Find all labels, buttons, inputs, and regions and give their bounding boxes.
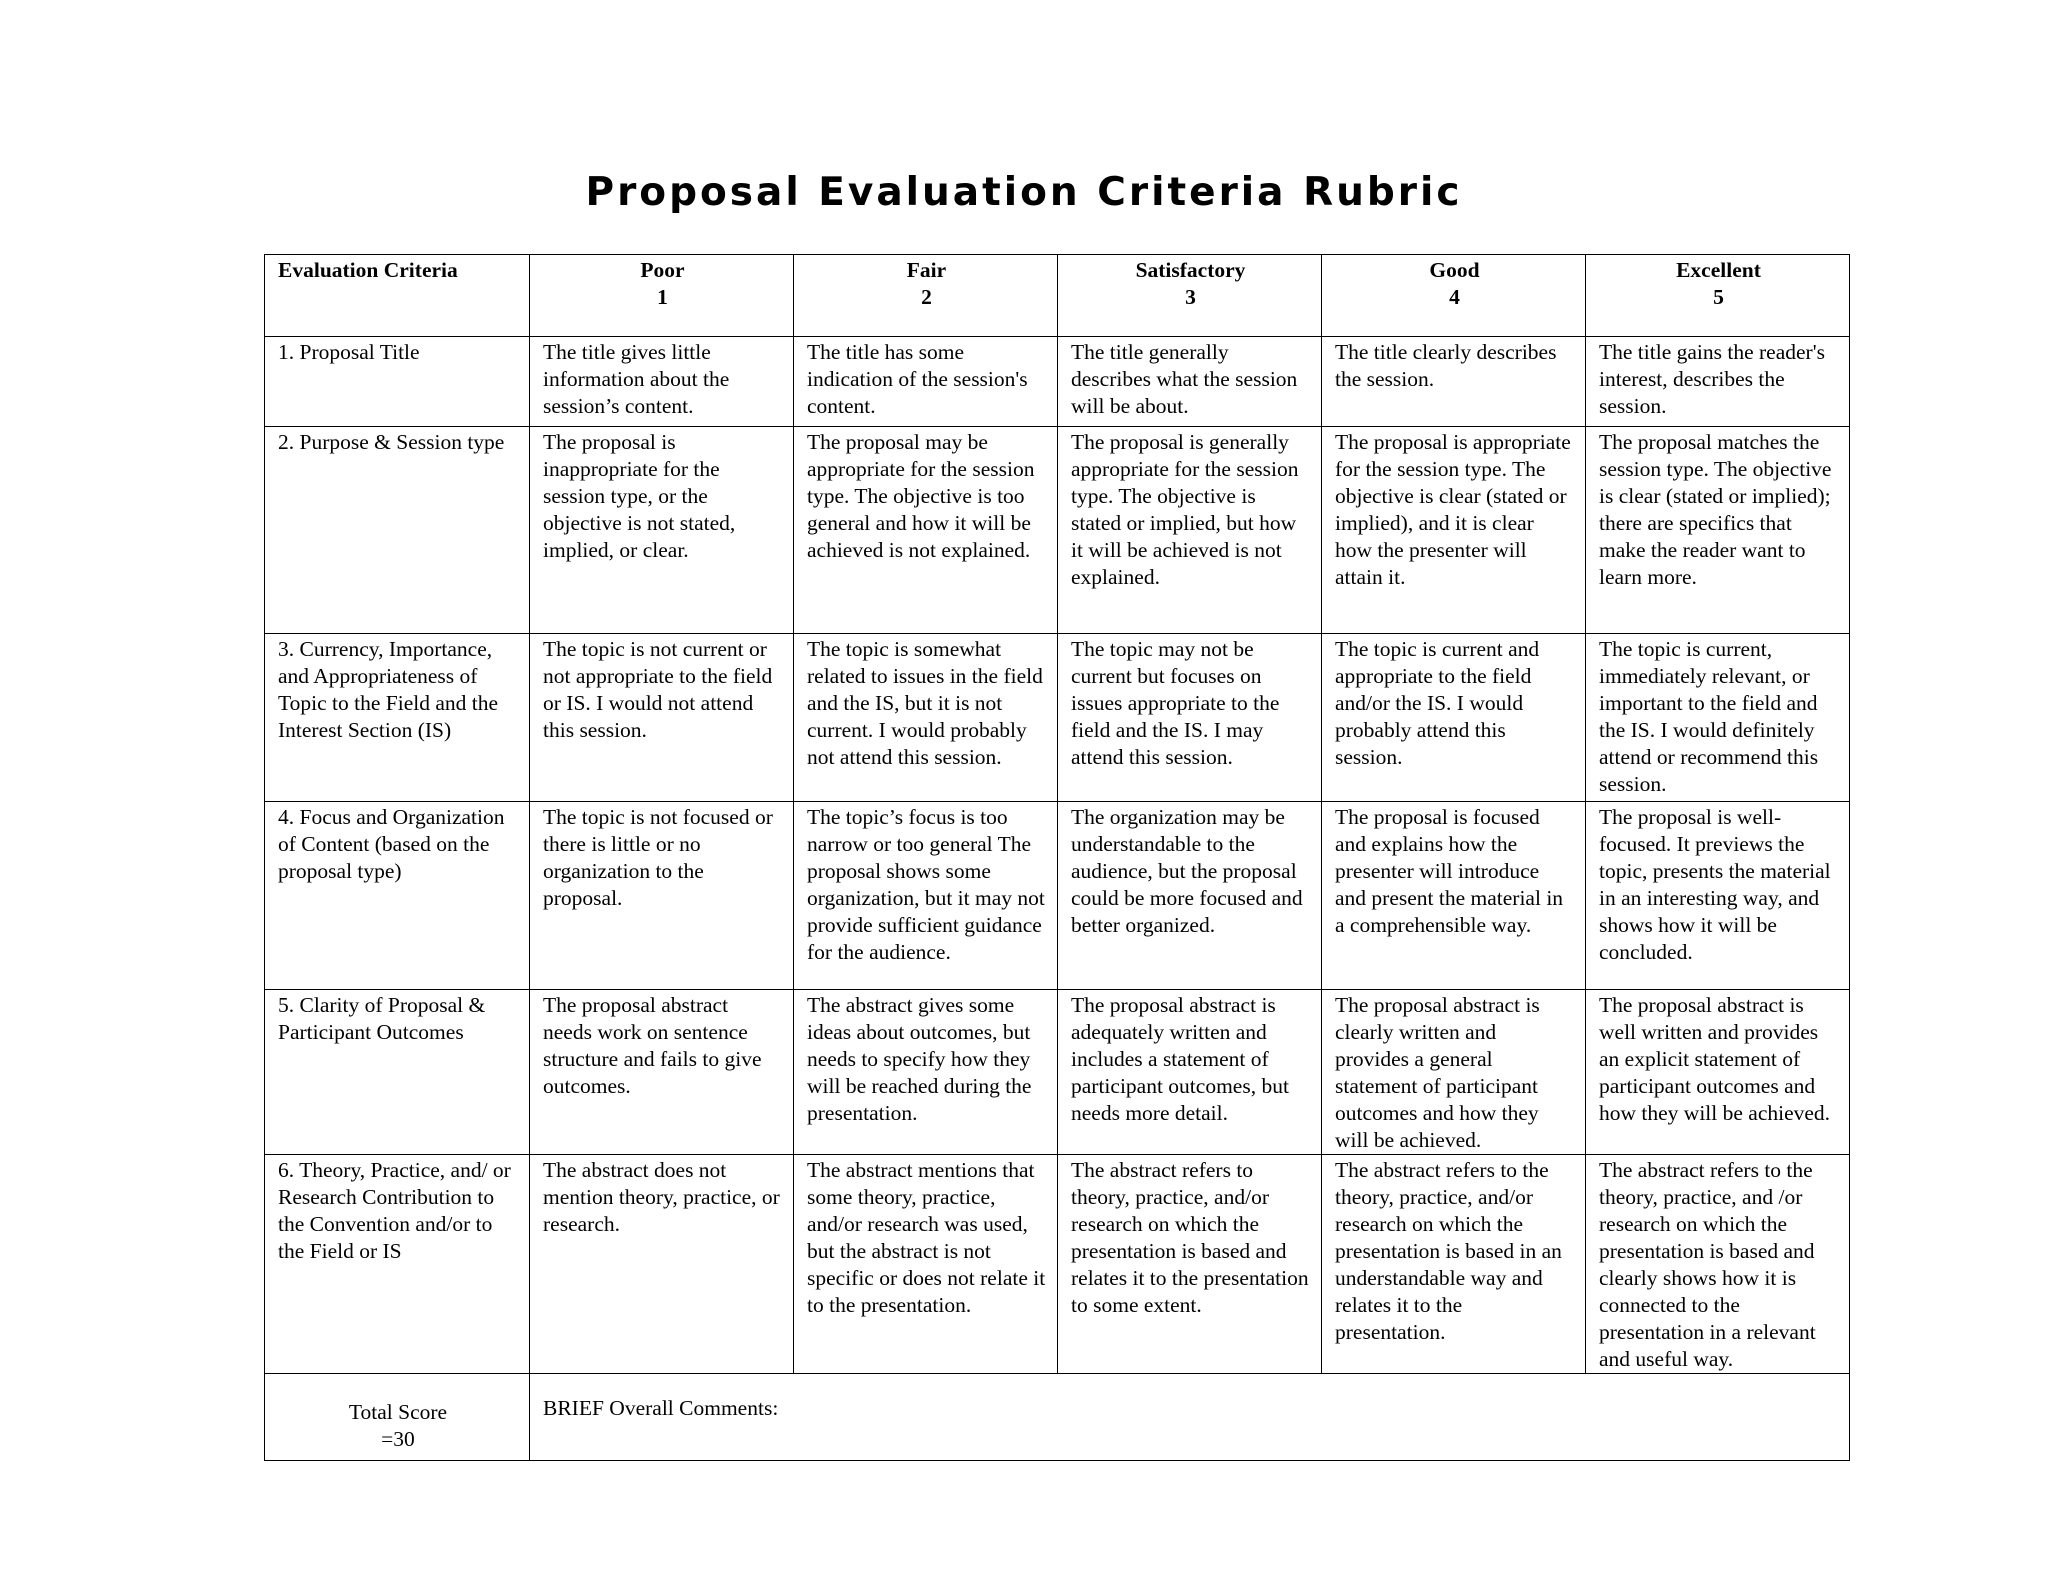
table-row — [265, 427, 1850, 634]
total-score-label: Total Score — [348, 1400, 448, 1424]
criterion-cell: 2. Purpose & Session type — [265, 427, 530, 634]
rubric-cell: The proposal abstract is adequately written and includes a statement of participant outcomes, but needs more detail. — [1058, 990, 1322, 1155]
criterion-cell: 3. Currency, Importance, and Appropriateness of Topic to the Field and the Interest Section (IS) — [265, 634, 530, 802]
overall-comments-cell — [530, 1374, 1850, 1461]
rubric-cell: The abstract gives some ideas about outcomes, but needs to specify how they will be reached during the presentation. — [794, 990, 1058, 1155]
level-header-fair — [794, 255, 1058, 337]
rubric-cell: The abstract refers to theory, practice, and/or research on which the presentation is based and relates it to the presentation to some extent. — [1058, 1155, 1322, 1374]
table-row — [265, 990, 1850, 1155]
level-name: Fair — [906, 258, 947, 282]
rubric-cell: The topic is current, immediately relevant, or important to the field and the IS. I would definitely attend or recommend this session. — [1586, 634, 1850, 802]
rubric-table — [264, 254, 1850, 1461]
rubric-cell: The title clearly describes the session. — [1322, 337, 1586, 427]
rubric-cell: The abstract does not mention theory, practice, or research. — [530, 1155, 794, 1374]
rubric-cell: The topic’s focus is too narrow or too general The proposal shows some organization, but it may not provide sufficient guidance for the audience. — [794, 802, 1058, 990]
rubric-cell: The proposal is well-focused. It previews the topic, presents the material in an interesting way, and shows how it will be concluded. — [1586, 802, 1850, 990]
rubric-cell: The topic is somewhat related to issues in the field and the IS, but it is not current. I would probably not attend this session. — [794, 634, 1058, 802]
rubric-cell: The proposal matches the session type. The objective is clear (stated or implied); there are specifics that make the reader want to learn more. — [1586, 427, 1850, 634]
rubric-cell: The proposal is focused and explains how the presenter will introduce and present the material in a comprehensible way. — [1322, 802, 1586, 990]
criterion-cell: 1. Proposal Title — [265, 337, 530, 427]
level-header-excellent — [1586, 255, 1850, 337]
criterion-cell: 6. Theory, Practice, and/ or Research Contribution to the Convention and/or to the Field or IS — [265, 1155, 530, 1374]
rubric-cell: The title has some indication of the session's content. — [794, 337, 1058, 427]
table-row — [265, 337, 1850, 427]
rubric-cell: The proposal is inappropriate for the session type, or the objective is not stated, implied, or clear. — [530, 427, 794, 634]
rubric-cell: The topic is current and appropriate to the field and/or the IS. I would probably attend this session. — [1322, 634, 1586, 802]
rubric-cell: The title gains the reader's interest, describes the session. — [1586, 337, 1850, 427]
total-score-cell — [265, 1374, 530, 1461]
rubric-cell: The proposal is generally appropriate for the session type. The objective is stated or implied, but how it will be achieved is not explained. — [1058, 427, 1322, 634]
level-score: 3 — [1185, 285, 1196, 309]
total-row — [265, 1374, 1850, 1461]
rubric-cell: The proposal abstract is well written and provides an explicit statement of participant outcomes and how they will be achieved. — [1586, 990, 1850, 1155]
rubric-cell: The proposal may be appropriate for the session type. The objective is too general and how it will be achieved is not explained. — [794, 427, 1058, 634]
table-row — [265, 802, 1850, 990]
rubric-cell: The abstract mentions that some theory, practice, and/or research was used, but the abstract is not specific or does not relate it to the presentation. — [794, 1155, 1058, 1374]
level-header-poor — [530, 255, 794, 337]
rubric-cell: The topic is not focused or there is little or no organization to the proposal. — [530, 802, 794, 990]
level-name: Good — [1429, 258, 1480, 282]
criteria-column-header: Evaluation Criteria — [265, 255, 530, 337]
level-name: Poor — [640, 258, 685, 282]
rubric-cell: The topic is not current or not appropriate to the field or IS. I would not attend this session. — [530, 634, 794, 802]
overall-comments-label: BRIEF Overall Comments: — [543, 1395, 779, 1420]
rubric-cell: The abstract refers to the theory, practice, and/or research on which the presentation is based in an understandable way and relates it to the presentation. — [1322, 1155, 1586, 1374]
rubric-cell: The proposal is appropriate for the session type. The objective is clear (stated or implied), and it is clear how the presenter will attain it. — [1322, 427, 1586, 634]
page-title: Proposal Evaluation Criteria Rubric — [585, 170, 1463, 215]
level-score: 5 — [1713, 285, 1724, 309]
level-header-good — [1322, 255, 1586, 337]
rubric-cell: The organization may be understandable to the audience, but the proposal could be more focused and better organized. — [1058, 802, 1322, 990]
total-score-value: =30 — [381, 1427, 415, 1451]
rubric-cell: The abstract refers to the theory, practice, and /or research on which the presentation is based and clearly shows how it is connected to the presentation in a relevant and useful way. — [1586, 1155, 1850, 1374]
level-score: 4 — [1449, 285, 1460, 309]
criterion-cell: 5. Clarity of Proposal & Participant Outcomes — [265, 990, 530, 1155]
criterion-cell: 4. Focus and Organization of Content (based on the proposal type) — [265, 802, 530, 990]
rubric-cell: The title gives little information about the session’s content. — [530, 337, 794, 427]
rubric-cell: The topic may not be current but focuses on issues appropriate to the field and the IS. I may attend this session. — [1058, 634, 1322, 802]
level-score: 2 — [921, 285, 932, 309]
table-row — [265, 634, 1850, 802]
header-row — [265, 255, 1850, 337]
level-score: 1 — [657, 285, 668, 309]
level-name: Excellent — [1676, 258, 1761, 282]
rubric-cell: The proposal abstract needs work on sentence structure and fails to give outcomes. — [530, 990, 794, 1155]
rubric-cell: The proposal abstract is clearly written and provides a general statement of participant outcomes and how they will be achieved. — [1322, 990, 1586, 1155]
level-name: Satisfactory — [1135, 258, 1246, 282]
rubric-cell: The title generally describes what the session will be about. — [1058, 337, 1322, 427]
table-row — [265, 1155, 1850, 1374]
level-header-satisfactory — [1058, 255, 1322, 337]
